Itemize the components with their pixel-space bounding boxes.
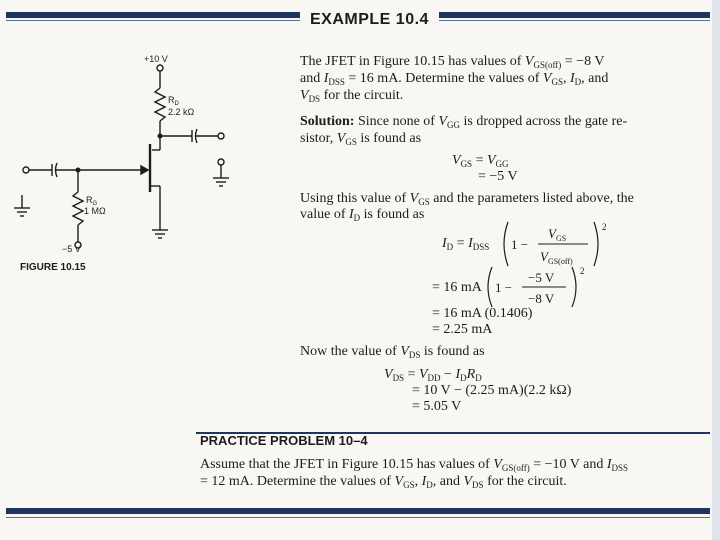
equation-id-subst-bracket	[484, 264, 594, 310]
svg-text:−5 V: −5 V	[528, 270, 555, 285]
equation-id-lhs: $I_D = I_{DSS}$	[442, 236, 490, 252]
svg-text:1 −: 1 −	[495, 280, 513, 295]
equation-vgs: $V_{GS} = V_{GG}$	[452, 153, 509, 169]
equation-id-step: = 16 mA (0.1406)	[432, 306, 533, 321]
equation-vds-step: = 10 V − (2.25 mA)(2.2 kΩ)	[412, 383, 572, 398]
equation-vds: $V_{DS} = V_{DD} - I_DR_D$	[384, 367, 482, 383]
problem-line-1: The JFET in Figure 10.15 has values of $V_{GS(off)} = -8$ V	[300, 54, 605, 70]
problem-line-3: $V_{DS}$ for the circuit.	[300, 88, 404, 104]
rg-value: 1 MΩ	[84, 206, 106, 216]
svg-text:1 −: 1 −	[511, 237, 529, 252]
equation-id-subst: = 16 mA	[432, 280, 482, 295]
svg-text:2: 2	[602, 222, 607, 232]
equation-vds-result: = 5.05 V	[412, 399, 462, 414]
svg-text:−8 V: −8 V	[528, 291, 555, 306]
vdd-terminal	[157, 65, 163, 71]
solution-para2-line-2: value of $I_D$ is found as	[300, 207, 425, 223]
solution-line-1: Solution: Since none of $V_{GG}$ is dropped across the gate re-	[300, 114, 628, 130]
vgg-label: −5 V	[62, 244, 81, 254]
drain-resistor	[155, 88, 165, 121]
practice-line-2: = 12 mA. Determine the values of $V_{GS}$, $I_D$, and $V_{DS}$ for the circuit.	[200, 474, 567, 490]
footer-rule-thin	[6, 517, 710, 518]
footer-rule	[6, 508, 710, 514]
example-title: EXAMPLE 10.4	[300, 6, 439, 34]
solution-para2-line-1: Using this value of $V_{GS}$ and the parameters listed above, the	[300, 191, 634, 207]
equation-vgs-result: = −5 V	[478, 169, 518, 184]
practice-line-1: Assume that the JFET in Figure 10.15 has values of $V_{GS(off)} = -10$ V and $I_{DSS}$	[200, 457, 629, 473]
rg-label: $R_G$	[86, 195, 98, 207]
svg-text:VGS(off): $V_{GS(off)}$	[540, 249, 573, 266]
rd-label: $R_D$	[168, 95, 179, 107]
solution-line-2: sistor, $V_{GS}$ is found as	[300, 131, 422, 147]
practice-title: PRACTICE PROBLEM 10–4	[200, 433, 368, 448]
equation-id-result: = 2.25 mA	[432, 322, 493, 337]
rd-value: 2.2 kΩ	[168, 107, 195, 117]
jfet-circuit-diagram	[0, 40, 290, 280]
page-edge	[712, 0, 720, 540]
equation-id-bracket	[500, 218, 610, 270]
problem-line-2: and $I_{DSS} = 16$ mA. Determine the values of $V_{GS}$, $I_D$, and	[300, 71, 609, 87]
gate-resistor	[73, 192, 83, 225]
figure-caption: FIGURE 10.15	[20, 262, 86, 273]
svg-text:2: 2	[580, 266, 585, 276]
vdd-label: +10 V	[144, 54, 168, 64]
solution-para3: Now the value of $V_{DS}$ is found as	[300, 344, 485, 360]
svg-text:VGS: $V_{GS}$	[548, 226, 567, 243]
